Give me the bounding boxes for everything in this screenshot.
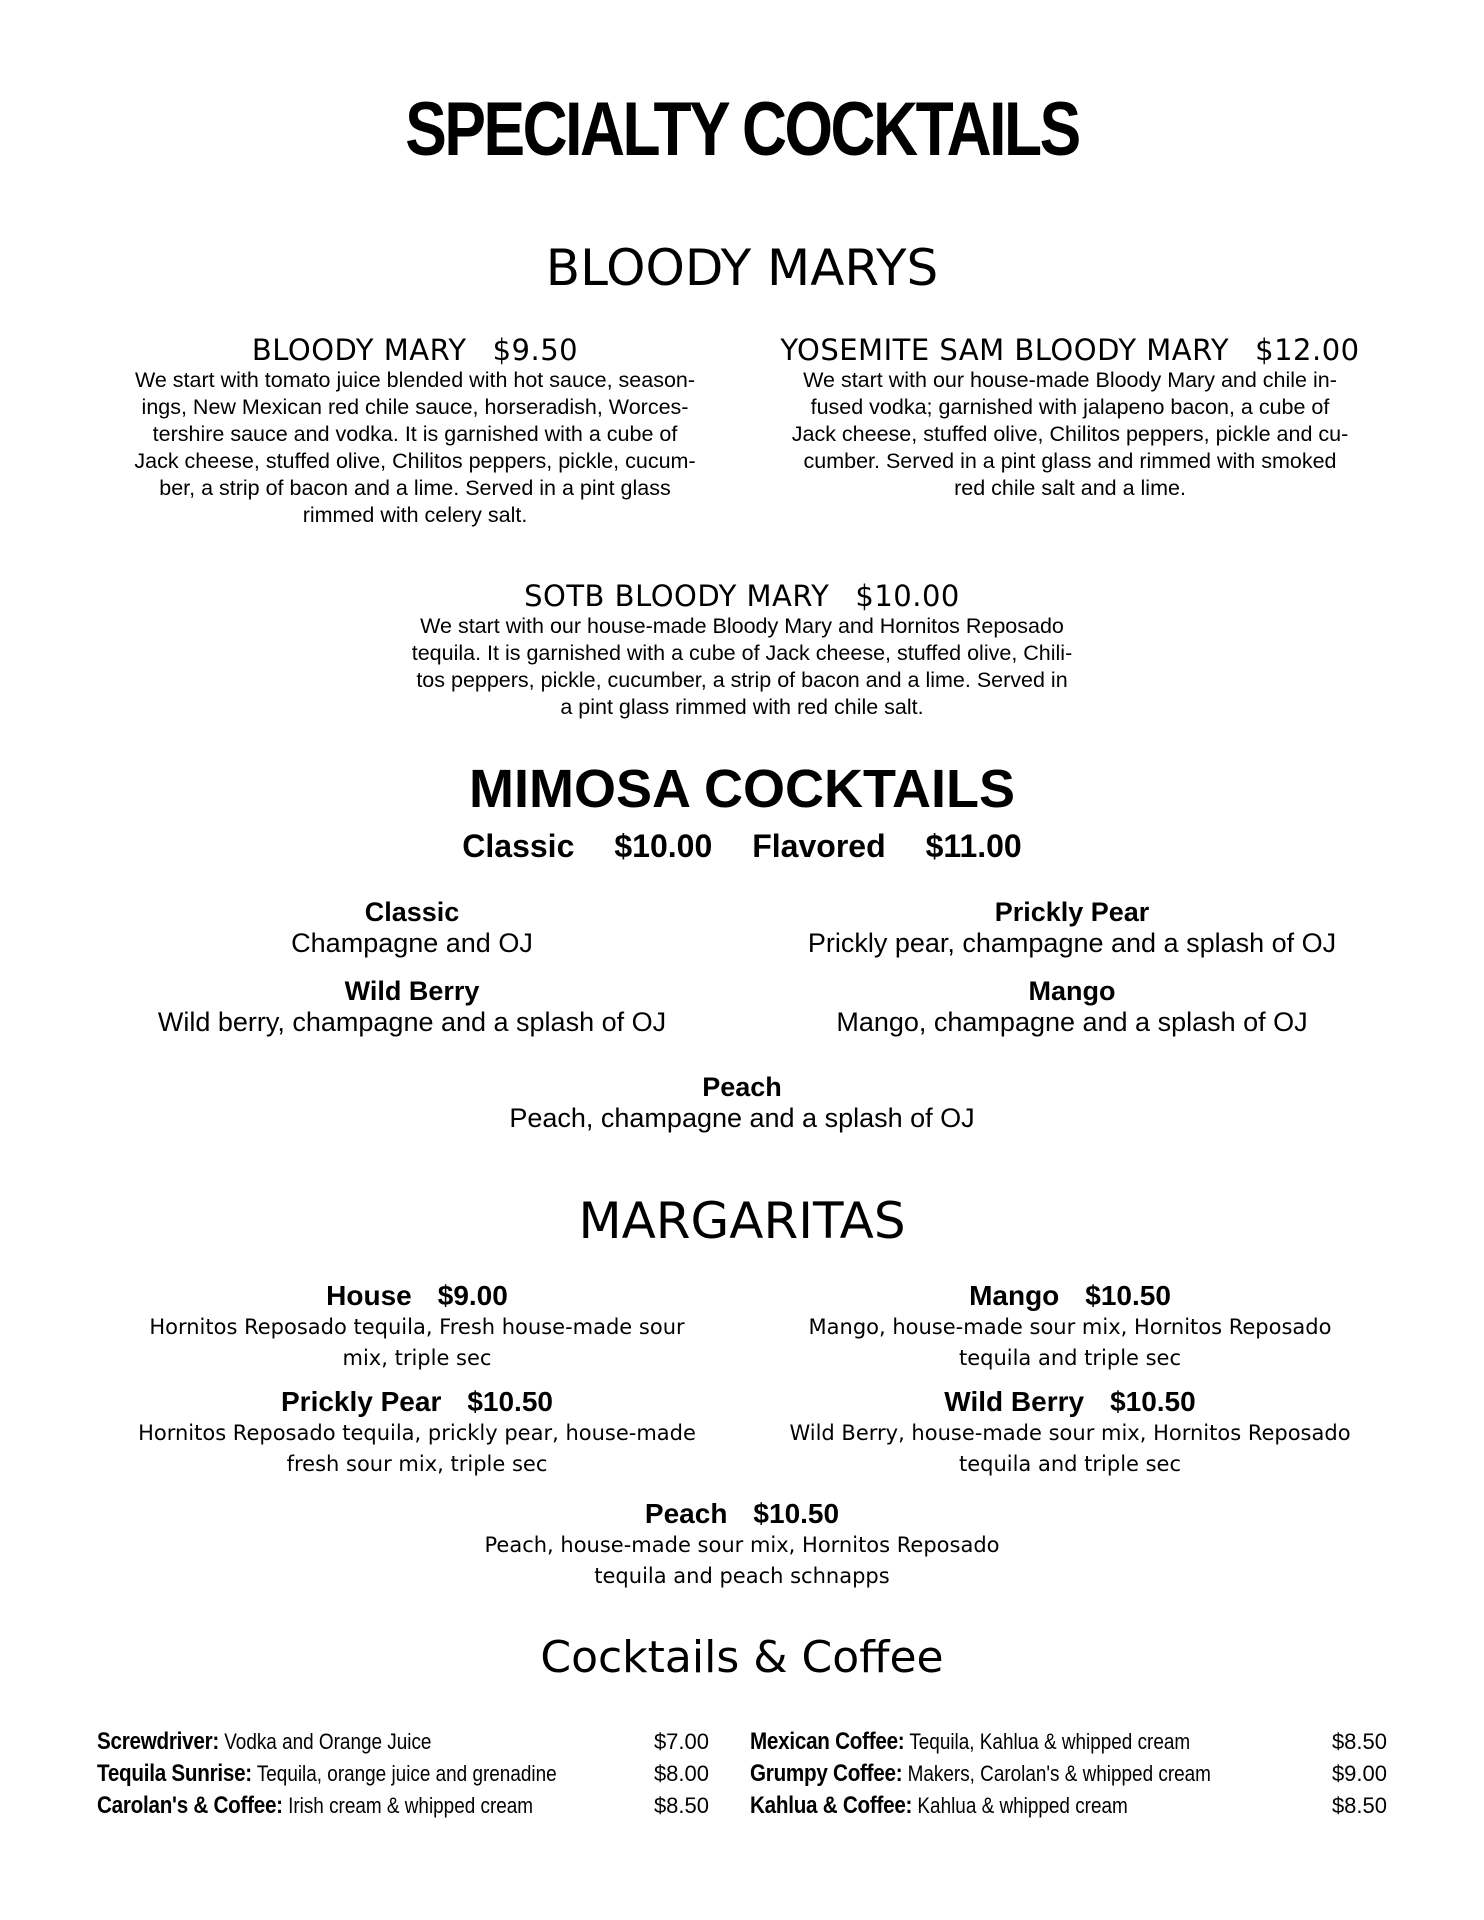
item-name: Classic	[364, 897, 460, 927]
sotb-bloody-mary-item	[342, 579, 1142, 721]
coffee-description: Irish cream & whipped cream	[288, 1793, 534, 1818]
item-name: YOSEMITE SAM BLOODY MARY	[780, 333, 1230, 367]
coffee-price: $9.00	[1331, 1761, 1387, 1786]
item-description	[745, 1312, 1395, 1374]
coffee-price: $8.00	[653, 1761, 709, 1786]
coffee-text	[750, 1758, 1211, 1790]
item-price: $10.50	[1085, 1280, 1171, 1311]
item-price: $10.00	[855, 579, 960, 613]
desc-line: tequila and peach schnapps	[594, 1564, 890, 1588]
item-price: $9.50	[492, 333, 579, 367]
item-name-line	[90, 333, 740, 367]
mimosa-classic-item	[112, 897, 712, 959]
item-description	[745, 1418, 1395, 1480]
item-name-line	[392, 1498, 1092, 1530]
coffee-name: Screwdriver:	[97, 1728, 219, 1755]
desc-line: a pint glass rimmed with red chile salt.	[560, 695, 924, 719]
item-description	[92, 1418, 742, 1480]
item-name: Prickly Pear	[281, 1386, 442, 1417]
item-description	[745, 367, 1395, 502]
margarita-prickly-pear-item	[92, 1386, 742, 1480]
item-name-line	[92, 1280, 742, 1312]
margarita-house-item	[92, 1280, 742, 1374]
desc-line: We start with tomato juice blended with hot sauce, season-	[134, 368, 696, 392]
coffee-name: Carolan's & Coffee:	[97, 1792, 283, 1819]
desc-line: mix, triple sec	[342, 1346, 492, 1370]
item-price: $10.50	[467, 1386, 553, 1417]
item-description: Peach, champagne and a splash of OJ	[509, 1103, 975, 1133]
item-description: Champagne and OJ	[291, 928, 533, 958]
mimosa-heading: MIMOSA COCKTAILS	[469, 759, 1015, 819]
coffee-text	[97, 1726, 431, 1758]
coffee-price: $8.50	[653, 1793, 709, 1818]
desc-line: tershire sauce and vodka. It is garnished with a cube of	[152, 422, 678, 446]
mimosa-prices	[0, 828, 1484, 864]
item-price: $9.00	[437, 1280, 508, 1311]
coffee-price: $7.00	[653, 1729, 709, 1754]
item-price: $10.50	[753, 1498, 840, 1529]
coffee-description: Tequila, orange juice and grenadine	[256, 1761, 557, 1786]
coffee-row	[750, 1726, 1387, 1758]
coffee-text	[750, 1790, 1128, 1822]
item-name: BLOODY MARY	[251, 333, 467, 367]
desc-line: fresh sour mix, triple sec	[286, 1452, 548, 1476]
coffee-row	[97, 1726, 709, 1758]
item-description	[90, 367, 740, 529]
desc-line: Hornitos Reposado tequila, Fresh house-made sour	[149, 1315, 685, 1339]
desc-line: cumber. Served in a pint glass and rimmed with smoked	[803, 449, 1337, 473]
coffee-text	[97, 1790, 533, 1822]
item-description	[392, 1530, 1092, 1592]
desc-line: ings, New Mexican red chile sauce, horseradish, Worces-	[141, 395, 689, 419]
margarita-mango-item	[745, 1280, 1395, 1374]
item-description: Mango, champagne and a splash of OJ	[836, 1007, 1308, 1037]
item-name-line	[745, 1386, 1395, 1418]
item-name: Wild Berry	[944, 1386, 1085, 1417]
coffee-text	[750, 1726, 1190, 1758]
desc-line: tequila. It is garnished with a cube of Jack cheese, stuffed olive, Chili-	[411, 641, 1073, 665]
desc-line: Hornitos Reposado tequila, prickly pear, house-made	[138, 1421, 696, 1445]
margarita-peach-item	[392, 1498, 1092, 1592]
margarita-wild-berry-item	[745, 1386, 1395, 1480]
desc-line: Wild Berry, house-made sour mix, Hornitos Reposado	[789, 1421, 1351, 1445]
desc-line: Jack cheese, stuffed olive, Chilitos peppers, pickle, cucum-	[134, 449, 696, 473]
desc-line: tequila and triple sec	[958, 1452, 1182, 1476]
flavored-label: Flavored	[752, 828, 886, 864]
coffee-name: Grumpy Coffee:	[750, 1760, 903, 1787]
desc-line: red chile salt and a lime.	[954, 476, 1186, 500]
flavored-price: $11.00	[925, 828, 1022, 864]
item-name: Peach	[702, 1072, 782, 1102]
desc-line: rimmed with celery salt.	[302, 503, 528, 527]
item-name-line	[92, 1386, 742, 1418]
mimosa-prickly-pear-item	[752, 897, 1392, 959]
desc-line: We start with our house-made Bloody Mary and Hornitos Reposado	[420, 614, 1064, 638]
item-price: $10.50	[1110, 1386, 1196, 1417]
item-name: SOTB BLOODY MARY	[524, 579, 830, 613]
item-name: Peach	[644, 1498, 728, 1529]
coffee-row	[97, 1790, 709, 1822]
item-name-line	[745, 333, 1395, 367]
item-description: Prickly pear, champagne and a splash of OJ	[807, 928, 1337, 958]
item-name-line	[745, 1280, 1395, 1312]
coffee-text	[97, 1758, 557, 1790]
coffee-description: Tequila, Kahlua & whipped cream	[909, 1729, 1191, 1754]
yosemite-sam-bloody-mary-item	[745, 333, 1395, 502]
mimosa-wild-berry-item	[112, 976, 712, 1038]
classic-label: Classic	[462, 828, 575, 864]
coffee-row	[750, 1758, 1387, 1790]
desc-line: fused vodka; garnished with jalapeno bacon, a cube of	[810, 395, 1330, 419]
desc-line: tos peppers, pickle, cucumber, a strip of bacon and a lime. Served in	[416, 668, 1068, 692]
classic-price: $10.00	[614, 828, 713, 864]
desc-line: Mango, house-made sour mix, Hornitos Reposado	[808, 1315, 1332, 1339]
coffee-list-right	[750, 1726, 1387, 1822]
item-description: Wild berry, champagne and a splash of OJ	[157, 1007, 667, 1037]
coffee-list-left	[97, 1726, 709, 1822]
coffee-name: Kahlua & Coffee:	[750, 1792, 913, 1819]
coffee-description: Vodka and Orange Juice	[224, 1729, 432, 1754]
item-name: Mango	[1028, 976, 1116, 1006]
cocktails-coffee-heading: Cocktails & Coffee	[540, 1632, 944, 1683]
item-description	[92, 1312, 742, 1374]
coffee-price: $8.50	[1331, 1729, 1387, 1754]
item-name: Wild Berry	[344, 976, 480, 1006]
mimosa-mango-item	[752, 976, 1392, 1038]
desc-line: Jack cheese, stuffed olive, Chilitos peppers, pickle and cu-	[791, 422, 1349, 446]
item-name-line	[342, 579, 1142, 613]
desc-line: tequila and triple sec	[958, 1346, 1182, 1370]
coffee-name: Mexican Coffee:	[750, 1728, 905, 1755]
coffee-description: Makers, Carolan's & whipped cream	[907, 1761, 1211, 1786]
item-name: House	[326, 1280, 412, 1311]
coffee-name: Tequila Sunrise:	[97, 1760, 252, 1787]
item-name: Prickly Pear	[994, 897, 1150, 927]
coffee-row	[750, 1790, 1387, 1822]
bloody-marys-heading: BLOODY MARYS	[545, 239, 939, 297]
page-title: SPECIALTY COCKTAILS	[405, 87, 1079, 172]
mimosa-peach-item	[342, 1072, 1142, 1134]
item-price: $12.00	[1255, 333, 1360, 367]
coffee-description: Kahlua & whipped cream	[917, 1793, 1128, 1818]
item-description	[342, 613, 1142, 721]
desc-line: Peach, house-made sour mix, Hornitos Reposado	[484, 1533, 1000, 1557]
bloody-mary-item	[90, 333, 740, 529]
item-name: Mango	[969, 1280, 1060, 1311]
desc-line: ber, a strip of bacon and a lime. Served in a pint glass	[159, 476, 671, 500]
coffee-price: $8.50	[1331, 1793, 1387, 1818]
desc-line: We start with our house-made Bloody Mary and chile in-	[803, 368, 1337, 392]
margaritas-heading: MARGARITAS	[578, 1192, 906, 1250]
coffee-row	[97, 1758, 709, 1790]
